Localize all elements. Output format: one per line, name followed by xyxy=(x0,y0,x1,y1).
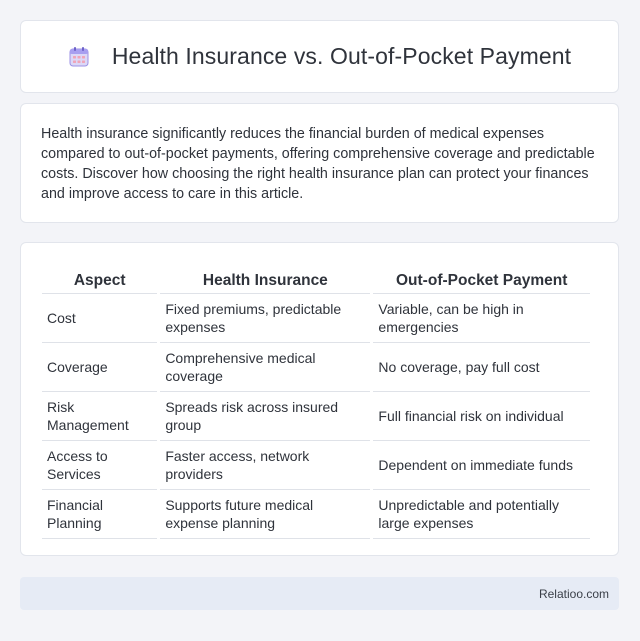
cell-aspect: Risk Management xyxy=(42,392,157,441)
cell-health-insurance: Comprehensive medical coverage xyxy=(160,343,370,392)
table-row xyxy=(42,294,590,343)
comparison-table xyxy=(39,263,593,539)
title-wrap xyxy=(68,43,571,70)
intro-card xyxy=(20,103,619,223)
title-card xyxy=(20,20,619,93)
cell-out-of-pocket: Variable, can be high in emergencies xyxy=(373,294,590,343)
comparison-card xyxy=(20,242,619,556)
header-out-of-pocket: Out-of-Pocket Payment xyxy=(373,263,590,294)
cell-health-insurance: Supports future medical expense planning xyxy=(160,490,370,539)
cell-out-of-pocket: Full financial risk on individual xyxy=(373,392,590,441)
cell-health-insurance: Faster access, network providers xyxy=(160,441,370,490)
cell-out-of-pocket: No coverage, pay full cost xyxy=(373,343,590,392)
calendar-icon xyxy=(68,46,90,68)
footer xyxy=(20,577,619,610)
table-row xyxy=(42,441,590,490)
cell-out-of-pocket: Dependent on immediate funds xyxy=(373,441,590,490)
header-aspect: Aspect xyxy=(42,263,157,294)
cell-aspect: Coverage xyxy=(42,343,157,392)
table-row xyxy=(42,392,590,441)
cell-aspect: Financial Planning xyxy=(42,490,157,539)
cell-health-insurance: Spreads risk across insured group xyxy=(160,392,370,441)
footer-brand[interactable]: Relatioo.com xyxy=(538,586,609,601)
intro-text: Health insurance significantly reduces the financial burden of medical expenses compared to out-of-pocket payments, offering comprehensive coverage and predictable costs. Discover how choosing the right health insurance plan can protect your finances and improve access to care in this article. xyxy=(41,126,595,202)
cell-aspect: Cost xyxy=(42,294,157,343)
table-row xyxy=(42,490,590,539)
cell-aspect: Access to Services xyxy=(42,441,157,490)
cell-health-insurance: Fixed premiums, predictable expenses xyxy=(160,294,370,343)
table-row xyxy=(42,343,590,392)
page-title: Health Insurance vs. Out-of-Pocket Payment xyxy=(111,43,572,69)
header-health-insurance: Health Insurance xyxy=(160,263,370,294)
table-header-row xyxy=(42,263,590,294)
cell-out-of-pocket: Unpredictable and potentially large expenses xyxy=(373,490,590,539)
